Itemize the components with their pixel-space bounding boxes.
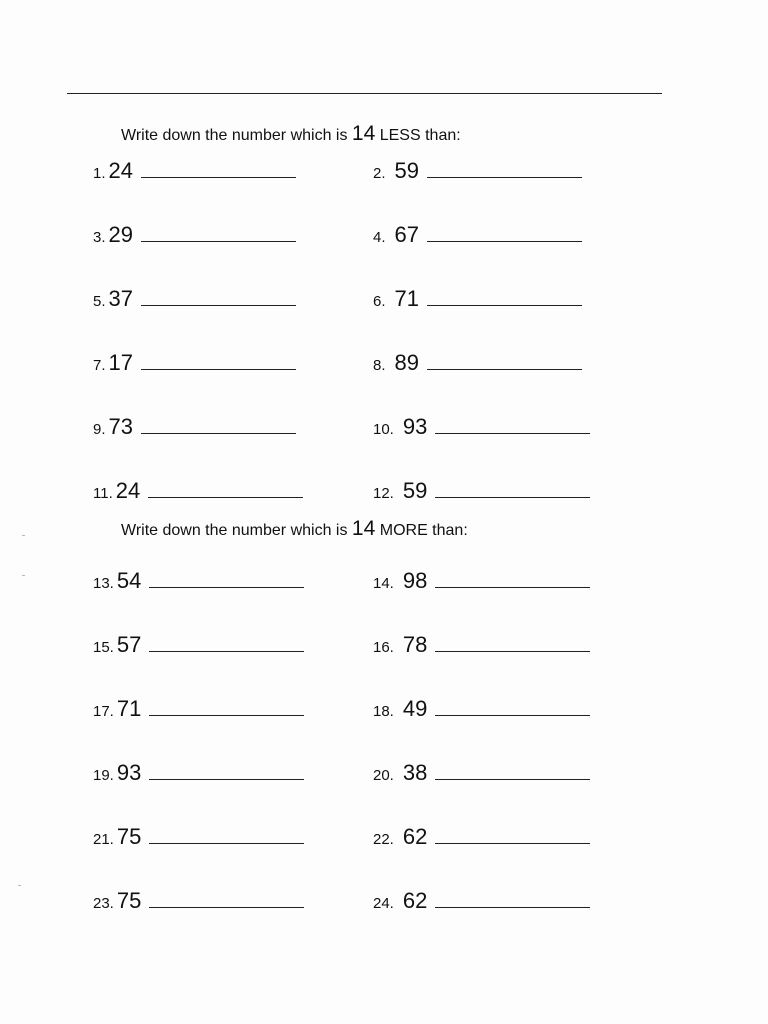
instruction-prefix: Write down the number which is: [121, 127, 348, 144]
problem-item: [93, 478, 303, 504]
instruction-prefix: Write down the number which is: [121, 522, 348, 539]
problem-number: 10.: [373, 421, 394, 438]
problem-item: [93, 760, 304, 786]
problem-value: 37: [108, 286, 133, 311]
problem-value: 78: [402, 632, 428, 657]
problem-item: [373, 824, 590, 850]
problem-item: [93, 824, 304, 850]
answer-blank[interactable]: [141, 369, 296, 370]
problem-number: 20.: [373, 767, 394, 784]
problem-item: [373, 414, 590, 440]
problem-number: 1.: [93, 165, 106, 182]
answer-blank[interactable]: [141, 305, 296, 306]
problem-value: 57: [116, 632, 142, 657]
problem-item: [373, 888, 590, 914]
answer-blank[interactable]: [435, 907, 590, 908]
problem-item: [373, 760, 590, 786]
problem-item: [373, 632, 590, 658]
answer-blank[interactable]: [435, 715, 590, 716]
problem-item: [373, 478, 590, 504]
problem-item: [373, 286, 582, 312]
problem-item: [93, 414, 296, 440]
problem-number: 14.: [373, 575, 394, 592]
answer-blank[interactable]: [141, 241, 296, 242]
problem-value: 71: [116, 696, 142, 721]
answer-blank[interactable]: [435, 651, 590, 652]
scan-speck: [22, 575, 25, 576]
answer-blank[interactable]: [149, 715, 304, 716]
problem-number: 24.: [373, 895, 394, 912]
problem-value: 59: [394, 158, 419, 183]
problem-number: 9.: [93, 421, 106, 438]
answer-blank[interactable]: [149, 779, 304, 780]
problem-value: 24: [108, 158, 133, 183]
problem-value: 54: [116, 568, 142, 593]
problem-number: 18.: [373, 703, 394, 720]
instruction-suffix: MORE than:: [379, 522, 468, 539]
problem-value: 67: [394, 222, 419, 247]
problem-number: 5.: [93, 293, 106, 310]
problem-value: 38: [402, 760, 428, 785]
answer-blank[interactable]: [141, 433, 296, 434]
answer-blank[interactable]: [435, 433, 590, 434]
problem-number: 21.: [93, 831, 114, 848]
problem-number: 23.: [93, 895, 114, 912]
problem-value: 62: [402, 824, 428, 849]
problem-number: 4.: [373, 229, 386, 246]
answer-blank[interactable]: [149, 651, 304, 652]
problem-number: 3.: [93, 229, 106, 246]
answer-blank[interactable]: [149, 907, 304, 908]
problem-value: 93: [116, 760, 142, 785]
problem-item: [93, 158, 296, 184]
answer-blank[interactable]: [141, 177, 296, 178]
problem-value: 17: [108, 350, 133, 375]
instruction-more: [121, 517, 468, 541]
problem-number: 19.: [93, 767, 114, 784]
problem-number: 11.: [93, 485, 113, 502]
problem-value: 73: [108, 414, 133, 439]
answer-blank[interactable]: [435, 779, 590, 780]
answer-blank[interactable]: [149, 843, 304, 844]
answer-blank[interactable]: [427, 177, 582, 178]
answer-blank[interactable]: [435, 497, 590, 498]
scan-speck: [22, 535, 25, 536]
problem-value: 49: [402, 696, 428, 721]
instruction-amount: 14: [351, 517, 376, 540]
problem-item: [93, 286, 296, 312]
problem-item: [93, 696, 304, 722]
problem-value: 89: [394, 350, 419, 375]
problem-item: [373, 696, 590, 722]
problem-number: 6.: [373, 293, 386, 310]
instruction-suffix: LESS than:: [379, 127, 461, 144]
problem-item: [93, 350, 296, 376]
problem-value: 29: [108, 222, 133, 247]
problem-number: 15.: [93, 639, 114, 656]
problem-value: 62: [402, 888, 428, 913]
problem-item: [93, 568, 304, 594]
problem-number: 16.: [373, 639, 394, 656]
answer-blank[interactable]: [435, 843, 590, 844]
problem-value: 75: [116, 824, 142, 849]
problem-item: [373, 350, 582, 376]
problem-item: [93, 222, 296, 248]
problem-number: 22.: [373, 831, 394, 848]
problem-item: [373, 158, 582, 184]
problem-item: [373, 568, 590, 594]
problem-value: 59: [402, 478, 428, 503]
answer-blank[interactable]: [427, 241, 582, 242]
answer-blank[interactable]: [427, 369, 582, 370]
problem-number: 2.: [373, 165, 386, 182]
problem-value: 71: [394, 286, 419, 311]
answer-blank[interactable]: [427, 305, 582, 306]
problem-number: 12.: [373, 485, 394, 502]
scan-speck: [18, 885, 21, 886]
problem-number: 8.: [373, 357, 386, 374]
problem-value: 93: [402, 414, 428, 439]
problem-number: 17.: [93, 703, 114, 720]
problem-value: 24: [115, 478, 141, 503]
answer-blank[interactable]: [435, 587, 590, 588]
instruction-less: [121, 122, 461, 146]
problem-item: [93, 888, 304, 914]
problem-number: 13.: [93, 575, 114, 592]
problem-number: 7.: [93, 357, 106, 374]
instruction-amount: 14: [351, 122, 376, 145]
problem-value: 75: [116, 888, 142, 913]
answer-blank[interactable]: [148, 497, 303, 498]
answer-blank[interactable]: [149, 587, 304, 588]
top-rule: [67, 93, 662, 94]
problem-value: 98: [402, 568, 428, 593]
problem-item: [373, 222, 582, 248]
problem-item: [93, 632, 304, 658]
